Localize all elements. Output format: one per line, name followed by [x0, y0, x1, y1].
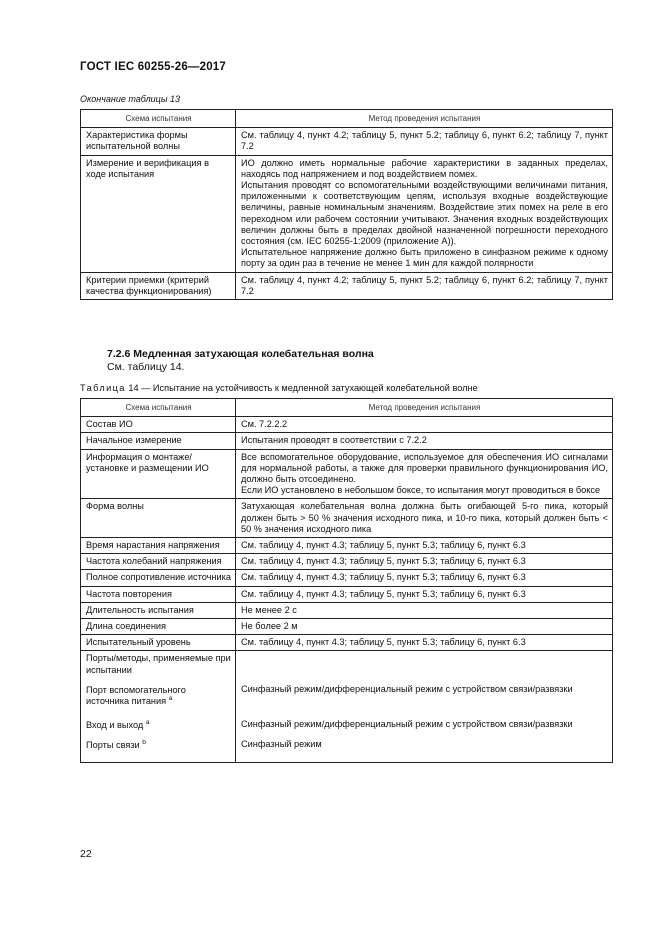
method-paragraph: См. таблицу 4, пункт 4.3; таблицу 5, пункт 5.3; таблицу 6, пункт 6.3	[241, 588, 526, 599]
scheme-cell: Длина соединения	[81, 619, 236, 635]
port-name: Порт вспомогательного источника питания	[86, 684, 186, 707]
port-item	[86, 685, 231, 720]
scheme-cell: Частота повторения	[81, 586, 236, 602]
column-header-scheme: Схема испытания	[81, 399, 236, 417]
table-row	[81, 417, 613, 433]
table-row	[81, 155, 613, 272]
ports-method-cell	[236, 651, 613, 762]
section-reference: См. таблицу 14.	[107, 361, 185, 373]
table-14	[80, 398, 613, 763]
method-cell	[236, 128, 613, 155]
method-cell	[236, 155, 613, 272]
ports-cell	[81, 651, 236, 762]
method-paragraph: См. таблицу 4, пункт 4.3; таблицу 5, пункт 5.3; таблицу 6, пункт 6.3	[241, 637, 526, 648]
table-row	[81, 128, 613, 155]
scheme-cell: Время нарастания напряжения	[81, 538, 236, 554]
scheme-cell: Частота колебаний напряжения	[81, 554, 236, 570]
method-paragraph: Если ИО установлено в небольшом боксе, то испытания могут проводиться в боксе	[241, 485, 601, 496]
port-method: Синфазный режим/дифференциальный режим с устройством связи/развязки	[241, 684, 573, 695]
scheme-cell: Характеристика формы испытательной волны	[81, 128, 236, 155]
method-paragraph: Не менее 2 с	[241, 604, 297, 615]
method-cell	[236, 538, 613, 554]
method-cell	[236, 635, 613, 651]
table14-caption-text: 14 — Испытание на устойчивость к медленной затухающей колебательной волне	[125, 383, 478, 393]
table-row	[81, 586, 613, 602]
column-header-method: Метод проведения испытания	[236, 110, 613, 128]
method-paragraph: См. таблицу 4, пункт 4.2; таблицу 5, пункт 5.2; таблицу 6, пункт 6.2; таблицу 7, пункт 7.2	[241, 130, 608, 152]
scheme-cell: Длительность испытания	[81, 602, 236, 618]
scheme-cell: Измерение и верификация в ходе испытания	[81, 155, 236, 272]
scheme-cell: Форма волны	[81, 499, 236, 538]
document-header: ГОСТ IEC 60255-26—2017	[80, 61, 226, 73]
table-row	[81, 635, 613, 651]
port-footnote-mark: a	[145, 718, 150, 726]
method-paragraph: См. таблицу 4, пункт 4.3; таблицу 5, пункт 5.3; таблицу 6, пункт 6.3	[241, 556, 526, 567]
table-row	[81, 272, 613, 299]
scheme-cell: Информация о монтаже/ установке и размещении ИО	[81, 449, 236, 499]
table-header-row	[81, 110, 613, 128]
table-row	[81, 570, 613, 586]
method-cell	[236, 570, 613, 586]
port-method: Синфазный режим	[241, 739, 322, 750]
scheme-cell: Состав ИО	[81, 417, 236, 433]
method-paragraph: Все вспомогательное оборудование, используемое для обеспечения ИО сигналами для нормальной работы, а также для проверки правильного функционирования ИО, должно быть отсоединено.	[241, 451, 608, 485]
column-header-method: Метод проведения испытания	[236, 399, 613, 417]
port-item	[86, 720, 231, 740]
table14-caption-label: Таблица	[80, 383, 126, 393]
table-row	[81, 602, 613, 618]
port-footnote-mark: a	[168, 695, 173, 702]
table-row	[81, 449, 613, 499]
table-13	[80, 109, 613, 300]
ports-row	[81, 651, 613, 762]
port-footnote-mark: b	[142, 738, 146, 746]
table-row	[81, 538, 613, 554]
table-row	[81, 619, 613, 635]
method-cell	[236, 449, 613, 499]
method-paragraph: Испытательное напряжение должно быть приложено в синфазном режиме к одному порту за один раз в течение не менее 1 мин для каждой полярности	[241, 247, 608, 269]
method-paragraph: См. таблицу 4, пункт 4.3; таблицу 5, пункт 5.3; таблицу 6, пункт 6.3	[241, 540, 526, 551]
method-paragraph: Не более 2 м	[241, 621, 298, 632]
table-row	[81, 554, 613, 570]
table14-caption	[80, 383, 478, 393]
column-header-scheme: Схема испытания	[81, 110, 236, 128]
port-name: Вход и выход	[86, 719, 144, 730]
method-paragraph: См. таблицу 4, пункт 4.3; таблицу 5, пункт 5.3; таблицу 6, пункт 6.3	[241, 572, 526, 583]
method-paragraph: Испытания проводят в соответствии с 7.2.2	[241, 435, 427, 446]
table-header-row	[81, 399, 613, 417]
method-cell	[236, 433, 613, 449]
method-cell	[236, 586, 613, 602]
scheme-cell: Начальное измерение	[81, 433, 236, 449]
method-cell	[236, 272, 613, 299]
table13-caption: Окончание таблицы 13	[80, 94, 180, 104]
method-paragraph: См. таблицу 4, пункт 4.2; таблицу 5, пункт 5.2; таблицу 6, пункт 6.2; таблицу 7, пункт 7.2	[241, 274, 608, 296]
scheme-cell: Полное сопротивление источника	[81, 570, 236, 586]
ports-title: Порты/методы, применяемые при испытании	[86, 653, 231, 675]
scheme-cell: Испытательный уровень	[81, 635, 236, 651]
method-cell	[236, 499, 613, 538]
port-method: Синфазный режим/дифференциальный режим с устройством связи/развязки	[241, 719, 573, 730]
method-cell	[236, 619, 613, 635]
method-cell	[236, 554, 613, 570]
port-name: Порты связи	[86, 739, 140, 750]
section-heading: 7.2.6 Медленная затухающая колебательная волна	[107, 348, 374, 360]
table-row	[81, 499, 613, 538]
page-number: 22	[80, 848, 92, 860]
method-paragraph: ИО должно иметь нормальные рабочие характеристики в заданных пределах, находясь под напряжением и под воздействием помех.	[241, 157, 608, 179]
port-item	[86, 740, 231, 760]
method-cell	[236, 602, 613, 618]
table-row	[81, 433, 613, 449]
scheme-cell: Критерии приемки (критерий качества функционирования)	[81, 272, 236, 299]
method-cell	[236, 417, 613, 433]
method-paragraph: Затухающая колебательная волна должна быть огибающей 5-го пика, который должен быть > 50 % значения исходного пика, и 10-го пика, который должен быть < 50 % значения исходного пика	[241, 501, 608, 534]
method-paragraph: См. 7.2.2.2	[241, 419, 288, 430]
ports-title-spacer	[241, 653, 608, 684]
method-paragraph: Испытания проводят со вспомогательными воздействующими величинами питания, приложенными к соответствующим цепям, используя входные воздействующие величины, равные номинальным значениям. Воздействие этих помех на реле в его переходном или рабочем состоянии учитывают. Значения входных воздействующих величин должны быть в пределах двойной назначенной погрешности переходного состояния (см. IEC 60255-1:2009 (приложение А)).	[241, 180, 608, 247]
